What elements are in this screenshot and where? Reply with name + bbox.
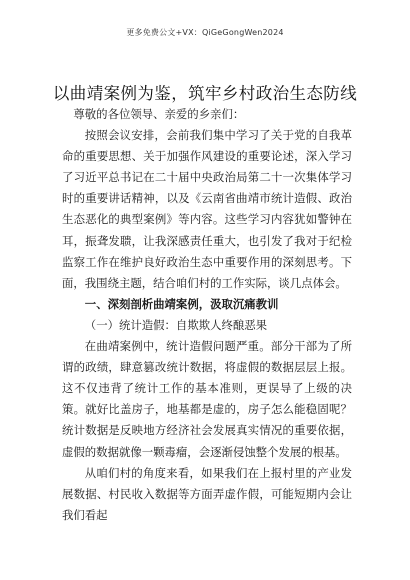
paragraph: 在曲靖案例中，统计造假问题严重。部分干部为了所谓的政绩，肆意篡改统计数据，将虚假的数据层层上报。这不仅违背了统计工作的基本准则，更误导了上级的决策。就好比盖房子，地基都是虚的，房子怎么能稳固呢？统计数据是反映地方经济社会发展真实情况的重要依据，虚假的数据就像一颗毒瘤，会逐渐侵蚀整个发展的根基。 [62, 339, 352, 459]
paragraph: 按照会议安排，会前我们集中学习了关于党的自我革命的重要思想、关于加强作风建设的重要论述，深入学习了习近平总书记在二十届中央政治局第二十一次集体学习时的重要讲话精神，以及《云南省曲靖市统计造假、政治生态恶化的典型案例》等内容。这些学习内容犹如警钟在耳，振聋发聩，让我深感责任重大，也引发了我对于纪检监察工作在维护良好政治生态中重要作用的深刻思考。下面，我围绕主题，结合咱们村的工作实际，谈几点体会。 [62, 128, 352, 290]
document-title: 以曲靖案例为鉴，筑牢乡村政治生态防线 [52, 84, 358, 103]
header-note: 更多免费公文+VX：QiGeGongWen2024 [126, 28, 284, 37]
document-body [62, 104, 352, 526]
paragraph: 从咱们村的角度来看，如果我们在上报村里的产业发展数据、村民收入数据等方面弄虚作假，可能短期内会让我们看起 [62, 465, 352, 522]
subsection-heading: （一）统计造假：自欺欺人终酿恶果 [84, 317, 268, 332]
section-heading: 一、深刻剖析曲靖案例，汲取沉痛教训 [84, 296, 279, 311]
salutation: 尊敬的各位领导、亲爱的乡亲们： [73, 107, 245, 121]
